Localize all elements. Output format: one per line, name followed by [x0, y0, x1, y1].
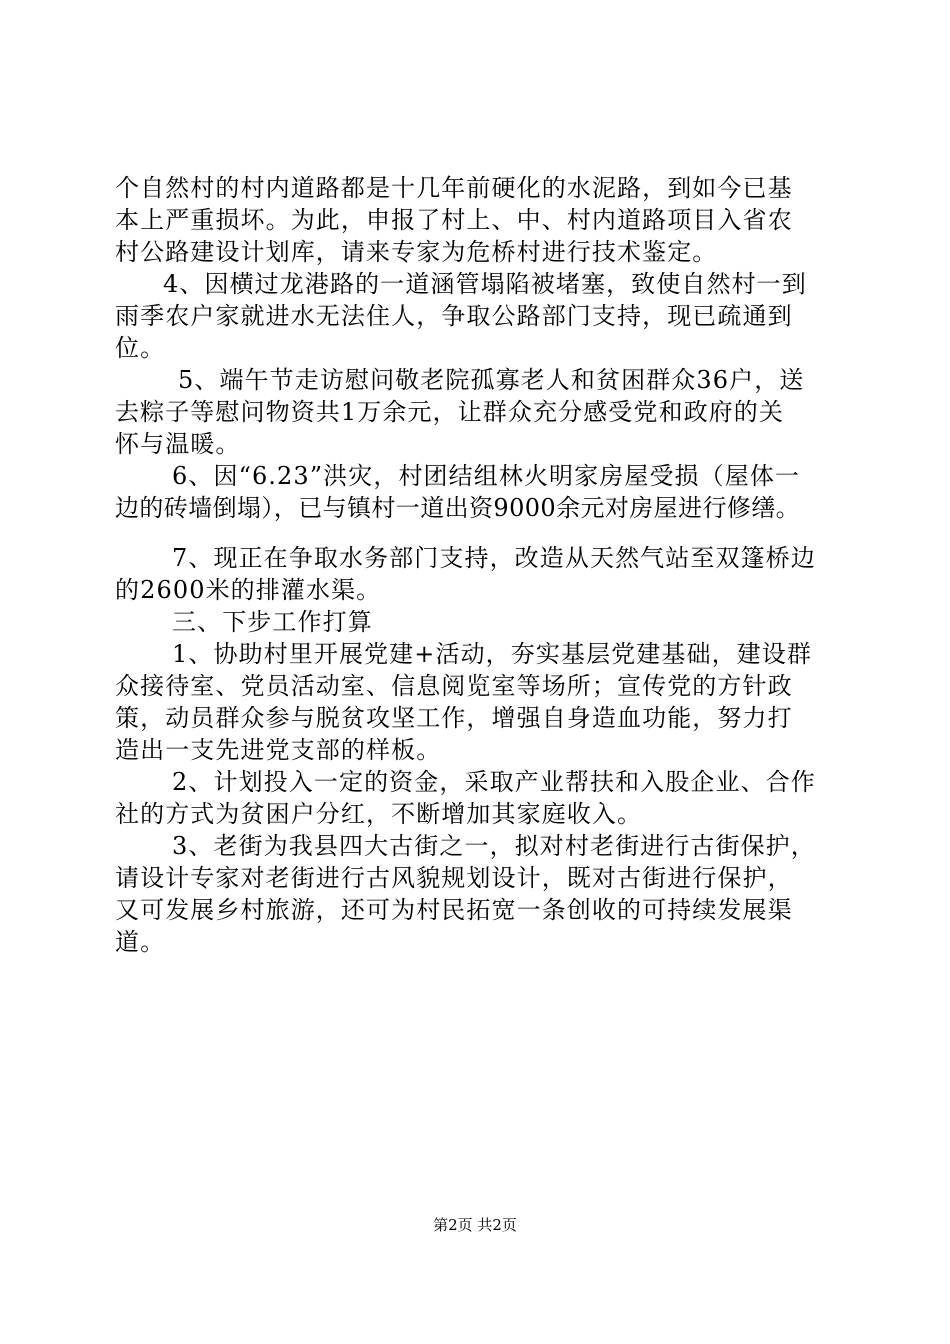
page-number-footer: 第2页 共2页: [433, 1216, 517, 1234]
text-line: 众接待室、党员活动室、信息阅览室等场所；宣传党的方针政: [115, 672, 793, 700]
text-line: 个自然村的村内道路都是十几年前硬化的水泥路，到如今已基: [115, 174, 793, 202]
text-line: 社的方式为贫困户分红，不断增加其家庭收入。: [115, 800, 643, 828]
text-line: 村公路建设计划库，请来专家为危桥村进行技术鉴定。: [115, 238, 718, 266]
text-line: 的2600米的排灌水渠。: [115, 576, 382, 604]
text-line: 5、端午节走访慰问敬老院孤寡老人和贫困群众36户，送: [178, 366, 805, 394]
text-line: 6、因“6.23”洪灾，村团结组林火明家房屋受损（屋体一: [172, 462, 801, 490]
text-line: 2、计划投入一定的资金，采取产业帮扶和入股企业、合作: [172, 768, 816, 796]
text-line: 位。: [115, 334, 166, 362]
text-line: 7、现正在争取水务部门支持，改造从天然气站至双篷桥边: [172, 544, 816, 572]
text-line: 4、因横过龙港路的一道涵管塌陷被堵塞，致使自然村一到: [163, 270, 807, 298]
text-line: 去粽子等慰问物资共1万余元，让群众充分感受党和政府的关: [115, 398, 784, 426]
text-line: 本上严重损坏。为此，申报了村上、中、村内道路项目入省农: [115, 206, 793, 234]
text-line: 策，动员群众参与脱贫攻坚工作，增强自身造血功能，努力打: [115, 704, 793, 732]
text-line: 又可发展乡村旅游，还可为村民拓宽一条创收的可持续发展渠: [115, 896, 793, 924]
text-line: 请设计专家对老街进行古风貌规划设计，既对古街进行保护，: [115, 864, 793, 892]
text-line: 道。: [115, 928, 166, 956]
text-line: 边的砖墙倒塌），已与镇村一道出资9000余元对房屋进行修缮。: [115, 494, 801, 522]
section-heading: 三、下步工作打算: [172, 608, 373, 636]
text-line: 雨季农户家就进水无法住人，争取公路部门支持，现已疏通到: [115, 302, 793, 330]
text-line: 3、老街为我县四大古街之一，拟对村老街进行古街保护，: [172, 832, 816, 860]
text-line: 1、协助村里开展党建+活动，夯实基层党建基础，建设群: [172, 640, 812, 668]
text-line: 造出一支先进党支部的样板。: [115, 736, 442, 764]
text-line: 怀与温暖。: [115, 430, 241, 458]
